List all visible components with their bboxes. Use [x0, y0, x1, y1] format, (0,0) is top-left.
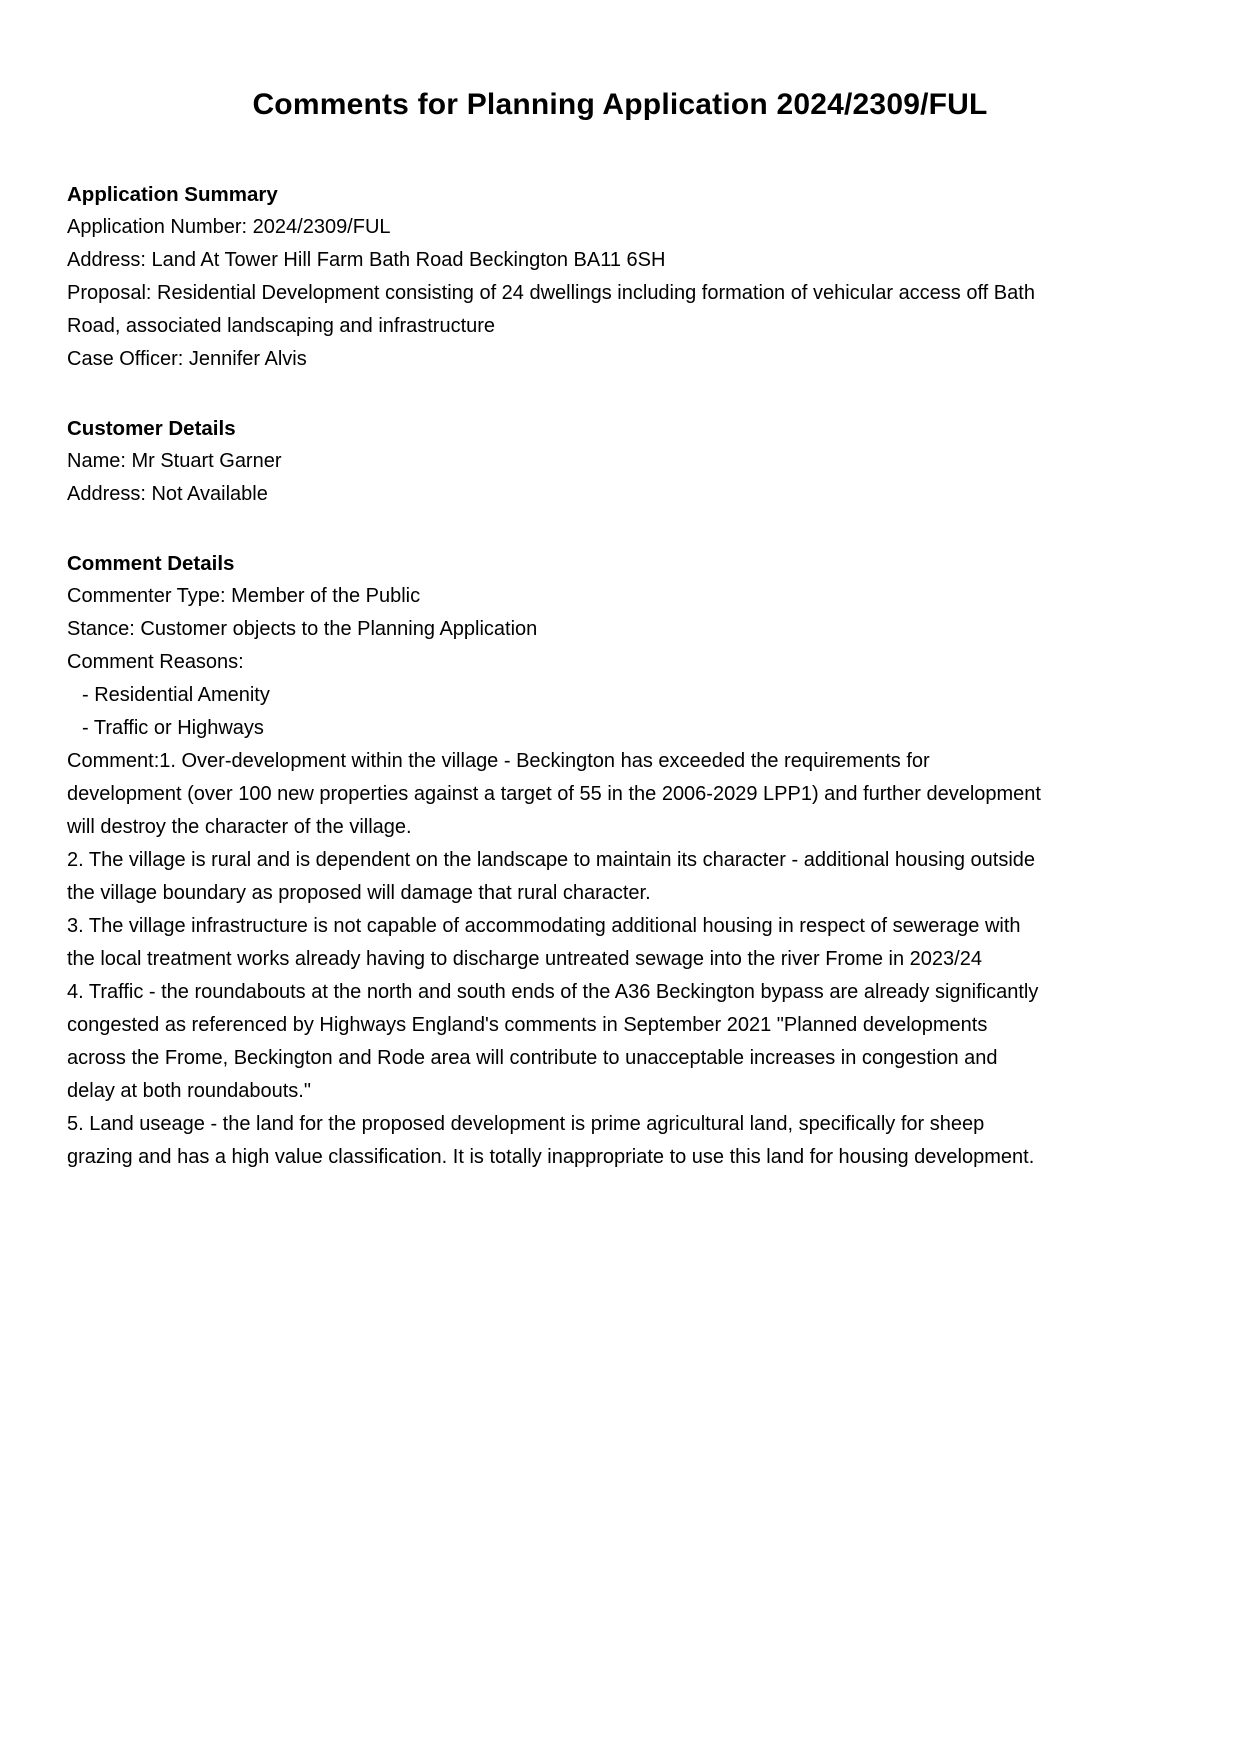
application-proposal-line: Proposal: Residential Development consisting of 24 dwellings including formation of vehicular access off Bath Road, associated landscaping and infrastructure	[67, 282, 1035, 337]
page-title: Comments for Planning Application 2024/2309/FUL	[252, 88, 988, 121]
comment-paragraph: Comment:1. Over-development within the village - Beckington has exceeded the requirements for development (over 100 new properties against a target of 55 in the 2006-2029 LPP1) and further development will destroy the character of the village.	[67, 750, 1041, 838]
comment-reasons-label: Comment Reasons:	[67, 651, 244, 673]
comment-paragraph: 5. Land useage - the land for the proposed development is prime agricultural land, specifically for sheep grazing and has a high value classification. It is totally inappropriate to use this land for housing development.	[67, 1113, 1035, 1168]
comment-paragraph: 4. Traffic - the roundabouts at the north and south ends of the A36 Beckington bypass are already significantly congested as referenced by Highways England's comments in September 2021 "Planned developments across the Frome, Beckington and Rode area will contribute to unacceptable increases in congestion and delay at both roundabouts."	[67, 981, 1039, 1102]
comment-details-heading: Comment Details	[67, 552, 235, 575]
stance-line: Stance: Customer objects to the Planning Application	[67, 618, 538, 640]
section-application-summary	[67, 178, 1042, 376]
section-customer-details	[67, 412, 1042, 511]
application-summary-heading: Application Summary	[67, 183, 278, 206]
application-address-line: Address: Land At Tower Hill Farm Bath Road Beckington BA11 6SH	[67, 249, 666, 271]
commenter-type-line: Commenter Type: Member of the Public	[67, 585, 421, 607]
customer-address-line: Address: Not Available	[67, 483, 268, 505]
comment-reason-item: - Residential Amenity	[82, 684, 270, 706]
customer-details-heading: Customer Details	[67, 417, 236, 440]
case-officer-line: Case Officer: Jennifer Alvis	[67, 348, 307, 370]
customer-name-line: Name: Mr Stuart Garner	[67, 450, 282, 472]
section-comment-details	[67, 547, 1042, 1174]
document-content	[67, 178, 1042, 1174]
comment-paragraph: 2. The village is rural and is dependent on the landscape to maintain its character - additional housing outside the village boundary as proposed will damage that rural character.	[67, 849, 1036, 904]
comment-paragraph: 3. The village infrastructure is not capable of accommodating additional housing in respect of sewerage with the local treatment works already having to discharge untreated sewage into the river Frome in 2023/24	[67, 915, 1021, 970]
comment-reason-item: - Traffic or Highways	[82, 717, 264, 739]
application-number-line: Application Number: 2024/2309/FUL	[67, 216, 391, 238]
